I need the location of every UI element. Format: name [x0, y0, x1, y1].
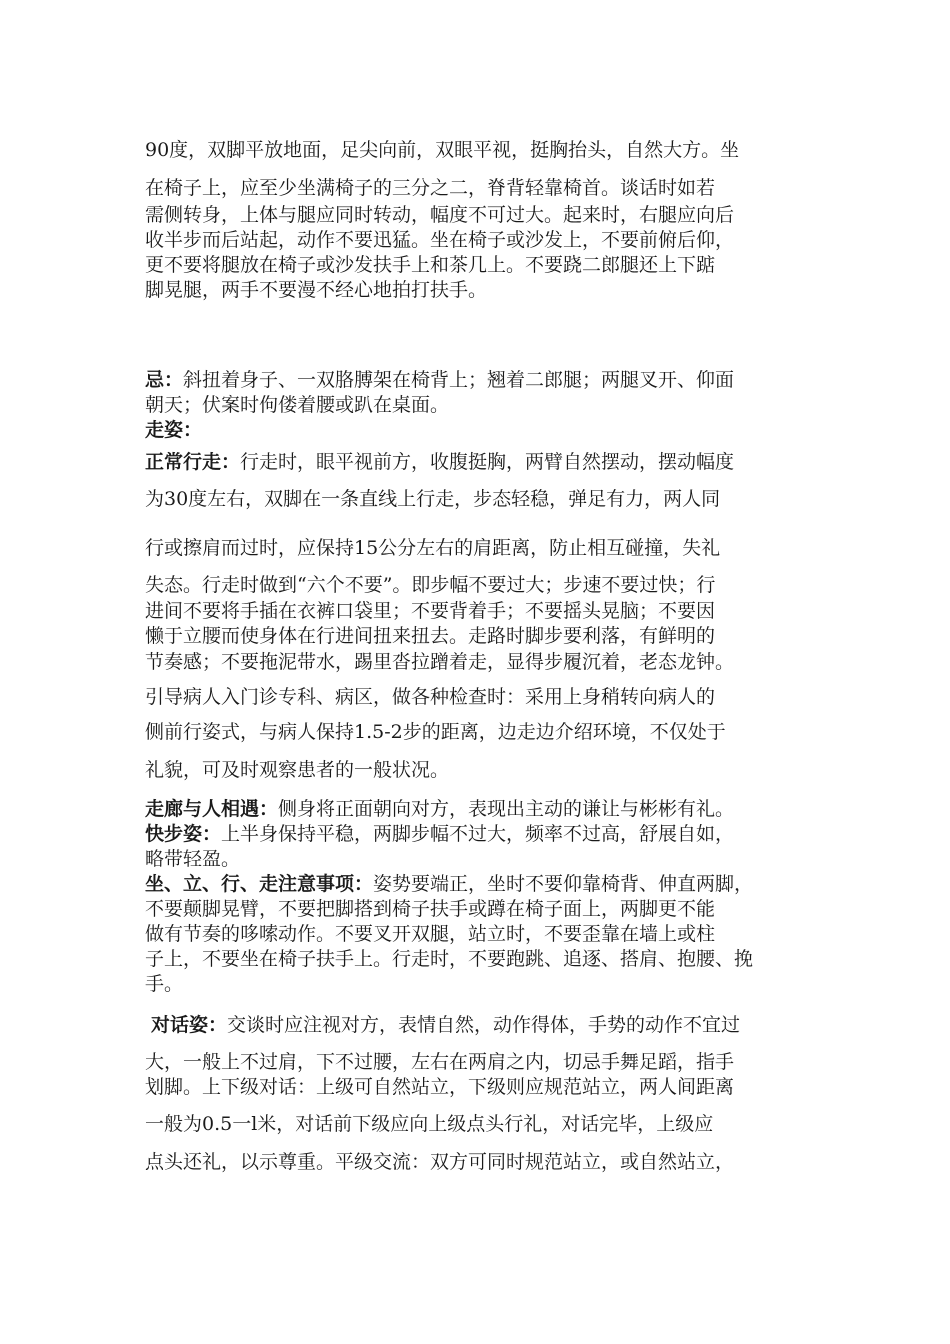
paragraph-line: 节奏感；不要拖泥带水，踢里沓拉蹭着走，显得步履沉着，老态龙钟。	[145, 651, 735, 673]
paragraph-line: 点头还礼，以示尊重。平级交流：双方可同时规范站立，或自然站立，	[145, 1151, 735, 1173]
paragraph-line: 懒于立腰而使身体在行进间扭来扭去。走路时脚步要利落，有鲜明的	[145, 625, 716, 647]
paragraph-line: 做有节奏的哆嗦动作。不要叉开双腿，站立时，不要歪靠在墙上或柱	[145, 923, 716, 945]
paragraph-line: 收半步而后站起，动作不要迅猛。坐在椅子或沙发上，不要前俯后仰，	[145, 229, 735, 251]
section-label: 走廊与人相遇：	[145, 798, 279, 820]
section-label: 走姿：	[145, 419, 203, 441]
paragraph-line: 需侧转身，上体与腿应同时转动，幅度不可过大。起来时，右腿应向后	[145, 204, 735, 226]
paragraph-line: 快步姿：上半身保持平稳，两脚步幅不过大，频率不过高，舒展自如，	[145, 823, 735, 845]
paragraph-line: 引导病人入门诊专科、病区，做各种检查时：采用上身稍转向病人的	[145, 686, 716, 708]
section-label: 坐、立、行、走注意事项：	[145, 873, 374, 895]
paragraph-line: 坐、立、行、走注意事项：姿势要端正，坐时不要仰靠椅背、伸直两脚，	[145, 873, 754, 895]
paragraph-line: 在椅子上，应至少坐满椅子的三分之二，脊背轻靠椅首。谈话时如若	[145, 177, 716, 199]
paragraph-line: 更不要将腿放在椅子或沙发扶手上和茶几上。不要跷二郎腿还上下踮	[145, 254, 716, 276]
paragraph-line: 对话姿：交谈时应注视对方，表情自然，动作得体，手势的动作不宜过	[151, 1014, 741, 1036]
paragraph-line: 失态。行走时做到“六个不要”。即步幅不要过大；步速不要过快；行	[145, 574, 716, 596]
paragraph-line: 90度，双脚平放地面，足尖向前，双眼平视，挺胸抬头，自然大方。坐	[145, 139, 740, 161]
paragraph-line: 礼貌，可及时观察患者的一般状况。	[145, 759, 450, 781]
paragraph-line: 脚晃腿，两手不要漫不经心地拍打扶手。	[145, 279, 488, 301]
section-label: 对话姿：	[151, 1014, 228, 1036]
paragraph-line: 为30度左右，双脚在一条直线上行走，步态轻稳，弹足有力，两人同	[145, 488, 721, 510]
paragraph-line: 忌：斜扭着身子、一双胳膊架在椅背上；翘着二郎腿；两腿叉开、仰面	[145, 369, 735, 391]
paragraph-line: 行或擦肩而过时，应保持15公分左右的肩距离，防止相互碰撞，失礼	[145, 537, 721, 559]
paragraph-line: 手。	[145, 973, 184, 995]
section-label: 正常行走：	[145, 451, 241, 473]
paragraph-line: 划脚。上下级对话：上级可自然站立，下级则应规范站立，两人间距离	[145, 1076, 735, 1098]
section-label: 快步姿：	[145, 823, 222, 845]
paragraph-line: 不要颠脚晃臂，不要把脚搭到椅子扶手或蹲在椅子面上，两脚更不能	[145, 898, 716, 920]
paragraph-line: 子上，不要坐在椅子扶手上。行走时，不要跑跳、追逐、搭肩、抱腰、挽	[145, 948, 754, 970]
paragraph-line: 大，一般上不过肩，下不过腰，左右在两肩之内，切忌手舞足蹈，指手	[145, 1051, 735, 1073]
paragraph-line: 一般为0.5一l米，对话前下级应向上级点头行礼，对话完毕，上级应	[145, 1113, 714, 1135]
paragraph-line: 走廊与人相遇：侧身将正面朝向对方，表现出主动的谦让与彬彬有礼。	[145, 798, 735, 820]
paragraph-line: 略带轻盈。	[145, 848, 241, 870]
paragraph-line: 进间不要将手插在衣裤口袋里；不要背着手；不要摇头晃脑；不要因	[145, 600, 716, 622]
paragraph-line: 朝天；伏案时佝偻着腰或趴在桌面。	[145, 394, 450, 416]
section-label: 忌：	[145, 369, 184, 391]
section-heading	[145, 418, 815, 442]
paragraph-line: 正常行走：行走时，眼平视前方，收腹挺胸，两臂自然摆动，摆动幅度	[145, 451, 735, 473]
paragraph-line: 侧前行姿式，与病人保持1.5-2步的距离，边走边介绍环境，不仅处于	[145, 721, 726, 743]
